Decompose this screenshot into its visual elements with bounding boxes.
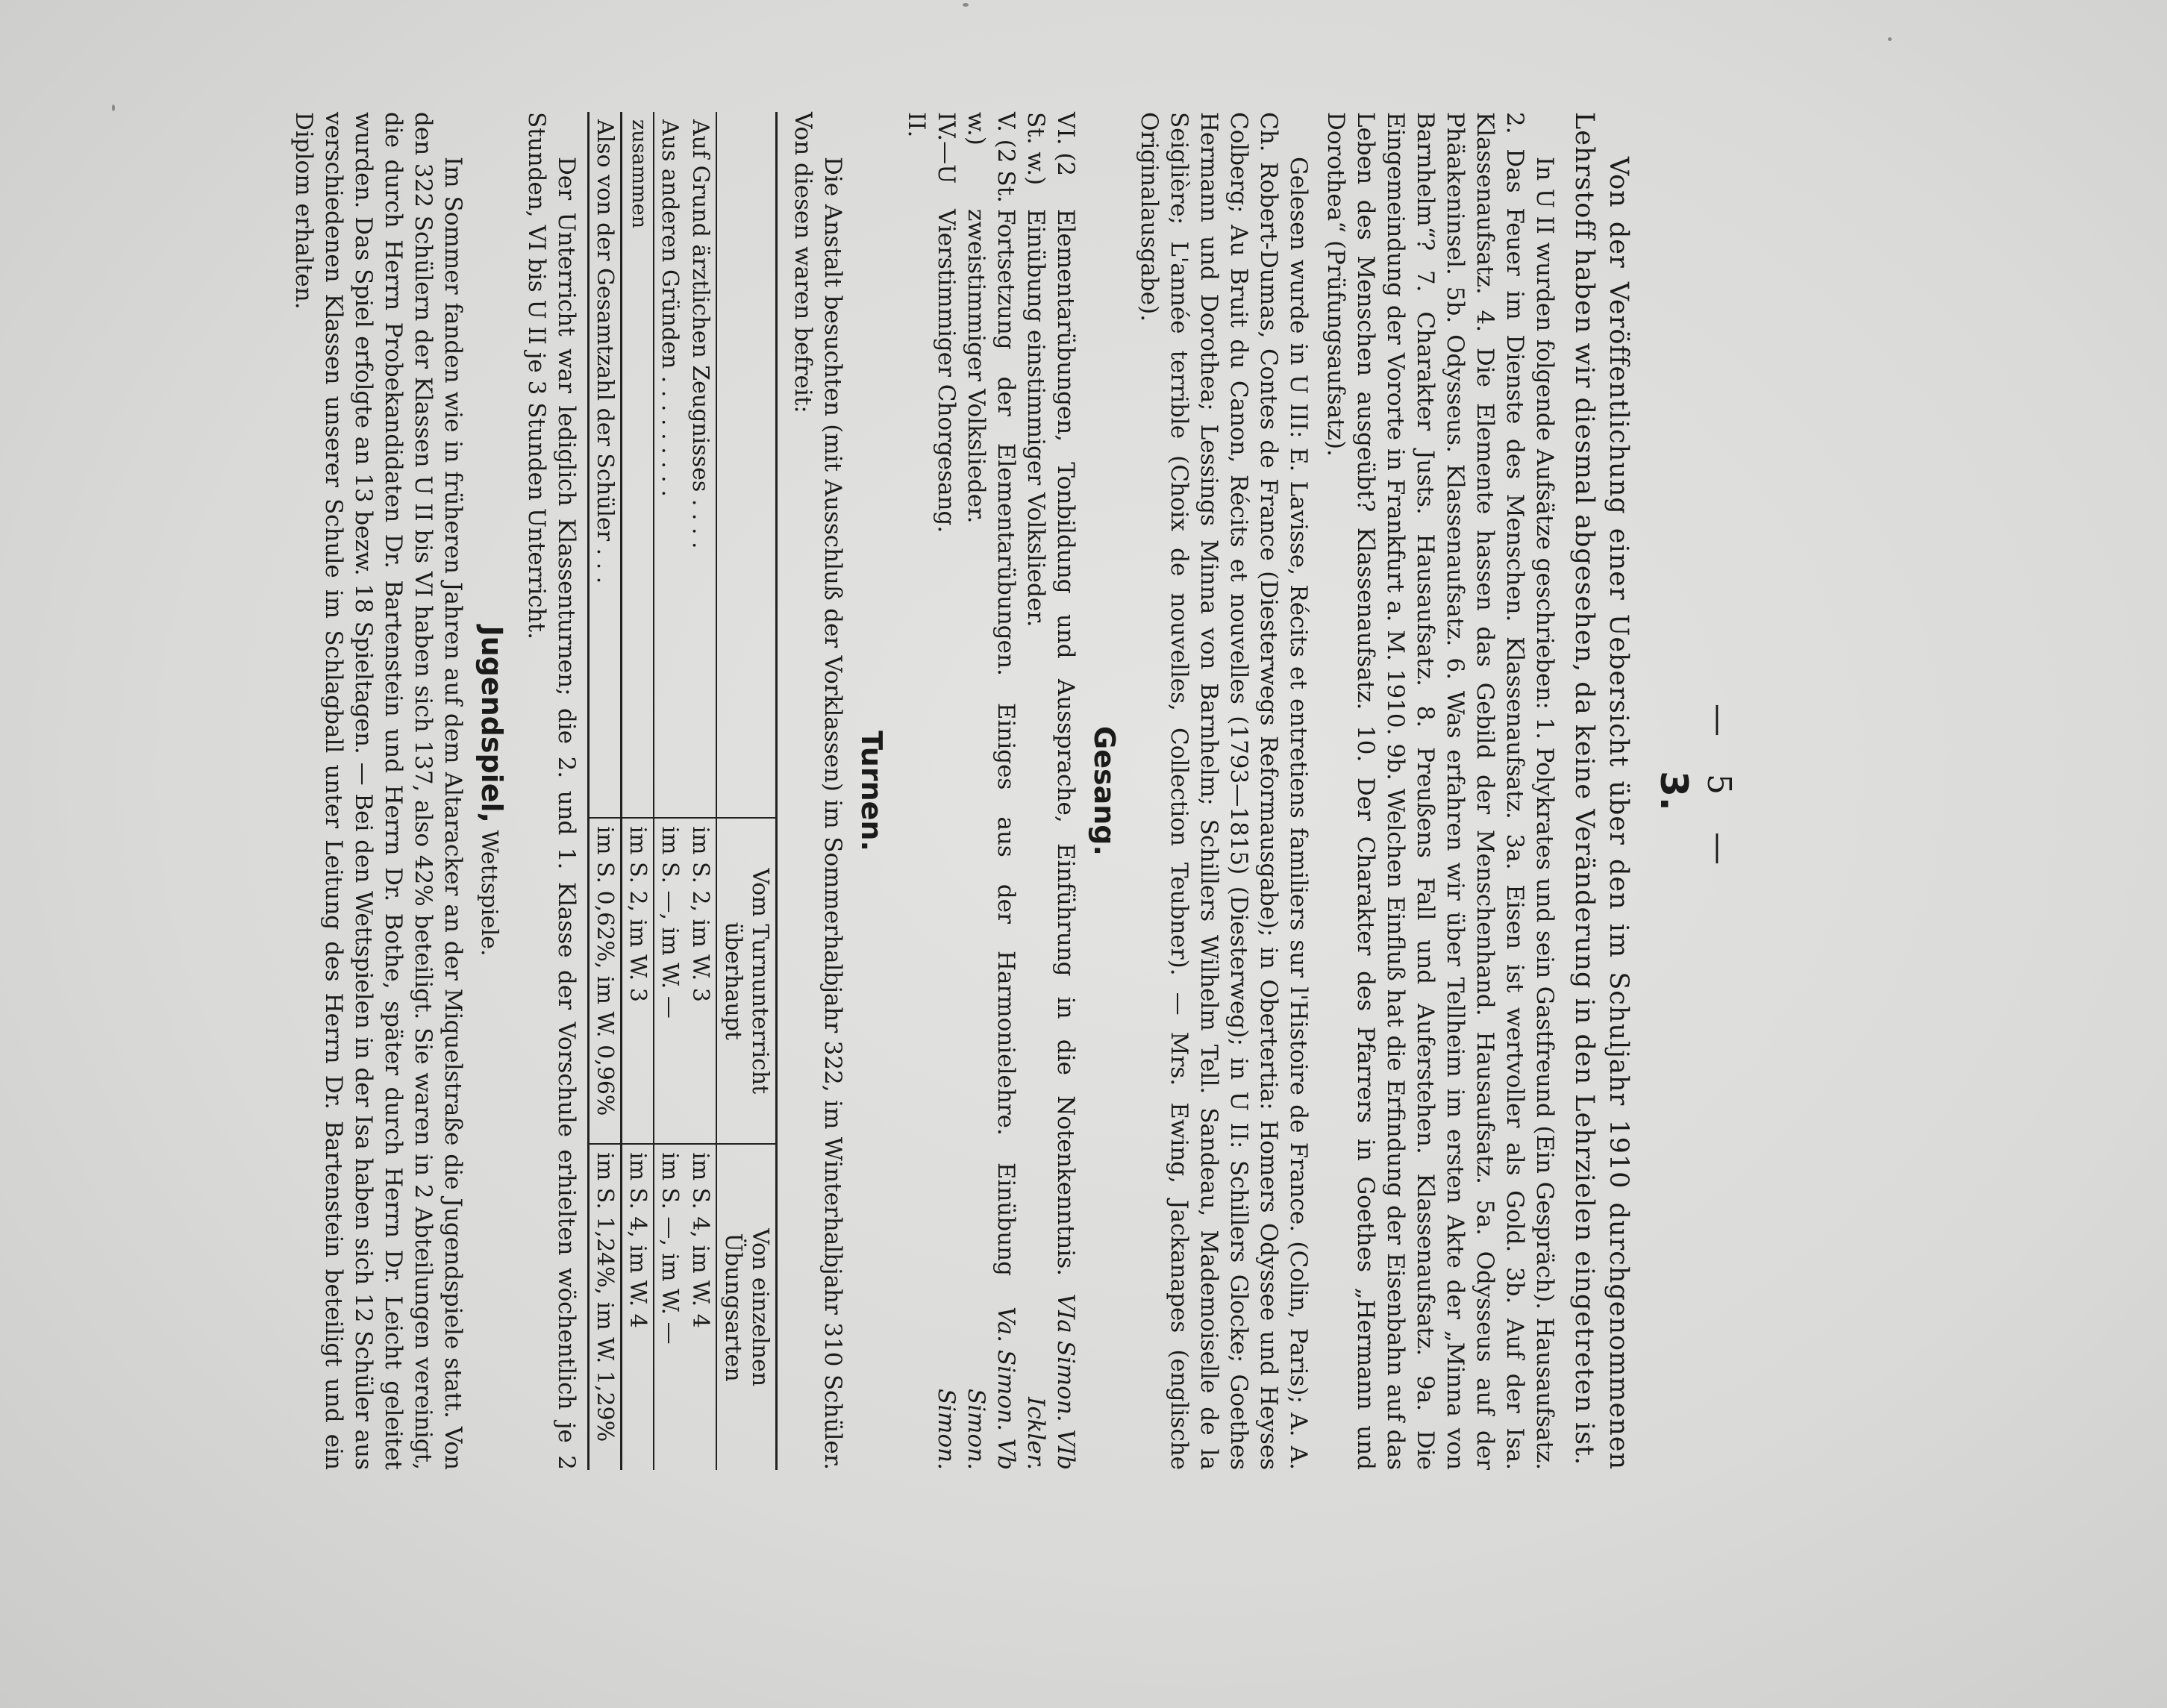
table-row (685, 112, 716, 1470)
lektuere-paragraph: Gelesen wurde in U III: E. Lavisse, Récits et entretiens familiers sur l'Histoire de France. (Colin, Paris); A. A. Ch. Robert-Dumas, Contes de France (Diesterwegs Reformausgabe); in Obertertia: Homers Odyssee und Heyses Colberg; Au Bruit du Canon, Récits et nouvelles (1793—1815) (Diesterweg); in U II: Schillers Glocke; Goethes Hermann und Dorothea; Lessings Minna von Barnhelm; Schillers Wilhelm Tell. Sandeau, Mademoiselle de la Seiglière; L'année terrible (Choix de nouvelles, Collection Teubner). — Mrs. Ewing, Jackanapes (englische Originalausgabe). (1136, 112, 1312, 1470)
zusammen-row (622, 112, 654, 1470)
table-cell: im S. 0,62%, im W. 0,96% (589, 818, 622, 1144)
table-cell: Aus anderen Gründen . . . . . . . . . (654, 112, 685, 818)
table-cell: Auf Grund ärztlichen Zeugnisses . . . . (685, 112, 716, 818)
table-cell: im S. 4, im W. 4 (687, 1152, 713, 1328)
section-number: 3. (1652, 771, 1695, 811)
gesang-list (901, 112, 1081, 1470)
table-cell: im S. —, im W. — (654, 1144, 685, 1470)
jugendspiel-paragraph: Im Sommer fanden wie in früheren Jahren auf dem Altaracker an der Miquelstraße die Jugendspiele statt. Von den 322 Schülern der Klassen U II bis VI haben sich 137, also 42% beteiligt. Sie waren in 2 Abteilungen vereinigt, die durch Herrn Probekandidaten Dr. Bartenstein und Herrn Dr. Bothe, später durch Herrn Dr. Leicht geleitet wurden. Das Spiel erfolgte an 13 bezw. 18 Spieltagen. — Bei den Wettspielen in der Isa haben sich 12 Schüler aus verschiedenen Klassen unserer Schule im Schlagball unter Leitung des Herrn Dr. Bartenstein beteiligt und ein Diplom erhalten. (290, 112, 466, 1470)
jugendspiel-subtitle: Wettspiele. (476, 822, 502, 957)
gesang-class-label: V. (2 St. w.) (963, 112, 1019, 203)
scan-speck (1888, 37, 1892, 41)
gesamt-label: Also von der Gesamtzahl der Schüler . . . (589, 112, 622, 818)
gesamt-row (589, 112, 622, 1470)
table-cell: im S. —, im W. — (654, 818, 685, 1144)
gesang-line (961, 112, 1021, 1470)
turnen-note: Der Unterricht war lediglich Klassenturnen; die 2. und 1. Klasse der Vorschule erhielten wöchentlich je 2 Stunden, VI bis U II je 3 Stunden Unterricht. (523, 112, 580, 1470)
gesang-line (1021, 112, 1081, 1470)
table-header-cell (716, 112, 777, 818)
gesang-teacher: VIa Simon. VIb Ickler. (1022, 1293, 1079, 1470)
table-cell: im S. 2, im W. 3 (622, 818, 654, 1144)
table-header-cell: Vom Turnunterricht überhaupt (716, 818, 777, 1144)
turnen-heading: Turnen. (855, 731, 888, 851)
rotated-page-frame (29, 112, 1738, 1470)
gesang-description: Vierstimmiger Chorgesang. (933, 209, 960, 534)
zusammen-label: zusammen (622, 112, 654, 818)
jugendspiel-title: Jugendspiel, (475, 625, 508, 823)
jugendspiel-heading (475, 112, 508, 1470)
gesang-class-label: VI. (2 St. w.) (1022, 112, 1079, 186)
gesang-line (901, 112, 961, 1470)
table-row (654, 112, 685, 1470)
intro-paragraph: Von der Veröffentlichung einer Uebersicht über den im Schuljahr 1910 durchgenommenen Lehrstoff haben wir diesmal abgesehen, da keine Veränderung in den Lehrzielen eingetreten ist. (1569, 112, 1633, 1470)
befreiung-table (587, 112, 778, 1470)
turnen-intro: Die Anstalt besuchten (mit Ausschluß der Vorklassen) im Sommerhalbjahr 322, im Winterhalbjahr 310 Schüler. Von diesen waren befreit: (789, 112, 846, 1470)
page-content (281, 112, 1738, 1470)
scan-speck (112, 104, 115, 111)
scan-speck (963, 3, 969, 7)
table-cell: im S. 4, im W. 4 (622, 1144, 654, 1470)
gesang-description: Elementarübungen, Tonbildung und Aussprache, Einführung in die Notenkenntnis. Einübung einstimmiger Volkslieder. (1022, 209, 1079, 1276)
table-cell: im S. 2, im W. 3 (685, 818, 716, 1144)
gesang-heading: Gesang. (1088, 726, 1121, 856)
gesang-teacher: Simon. (933, 1388, 960, 1470)
page-number: — 5 — (1700, 704, 1738, 878)
table-cell: im S. 1,24%, im W. 1,29% (589, 1144, 622, 1470)
gesang-description: Fortsetzung der Elementarübungen. Einiges aus der Harmonielehre. Einübung zweistimmiger Volkslieder. (963, 209, 1019, 1276)
gesang-teacher: Va. Simon. Vb Simon. (963, 1307, 1019, 1470)
gesang-class-label: IV.—U II. (903, 112, 960, 184)
table-header-cell: Von einzelnen Übungsarten (716, 1144, 777, 1470)
table-header-row (716, 112, 777, 1470)
aufsaetze-paragraph: In U II wurden folgende Aufsätze geschrieben: 1. Polykrates und sein Gastfreund (Ein Gespräch). Hausaufsatz. 2. Das Feuer im Dienste des Menschen. Klassenaufsatz. 3a. Eisen ist wertvoller als Gold. 3b. Auf der Isa. Klassenaufsatz. 4. Die Elemente hassen das Gebild der Menschenhand. Hausaufsatz. 5a. Odysseus auf der Phäakeninsel. 5b. Odysseus. Klassenaufsatz. 6. Was erfahren wir über Tellheim im ersten Akte der „Minna von Barnhelm“? 7. Charakter Justs. Hausaufsatz. 8. Preußens Fall und Auferstehen. Klassenaufsatz. 9a. Die Eingemeindung der Vororte in Frankfurt a. M. 1910. 9b. Welchen Einfluß hat die Erfindung der Eisenbahn auf das Leben des Menschen ausgeübt? Klassenaufsatz. 10. Der Charakter des Pfarrers in Goethes „Hermann und Dorothea“ (Prüfungsaufsatz). (1322, 112, 1558, 1470)
